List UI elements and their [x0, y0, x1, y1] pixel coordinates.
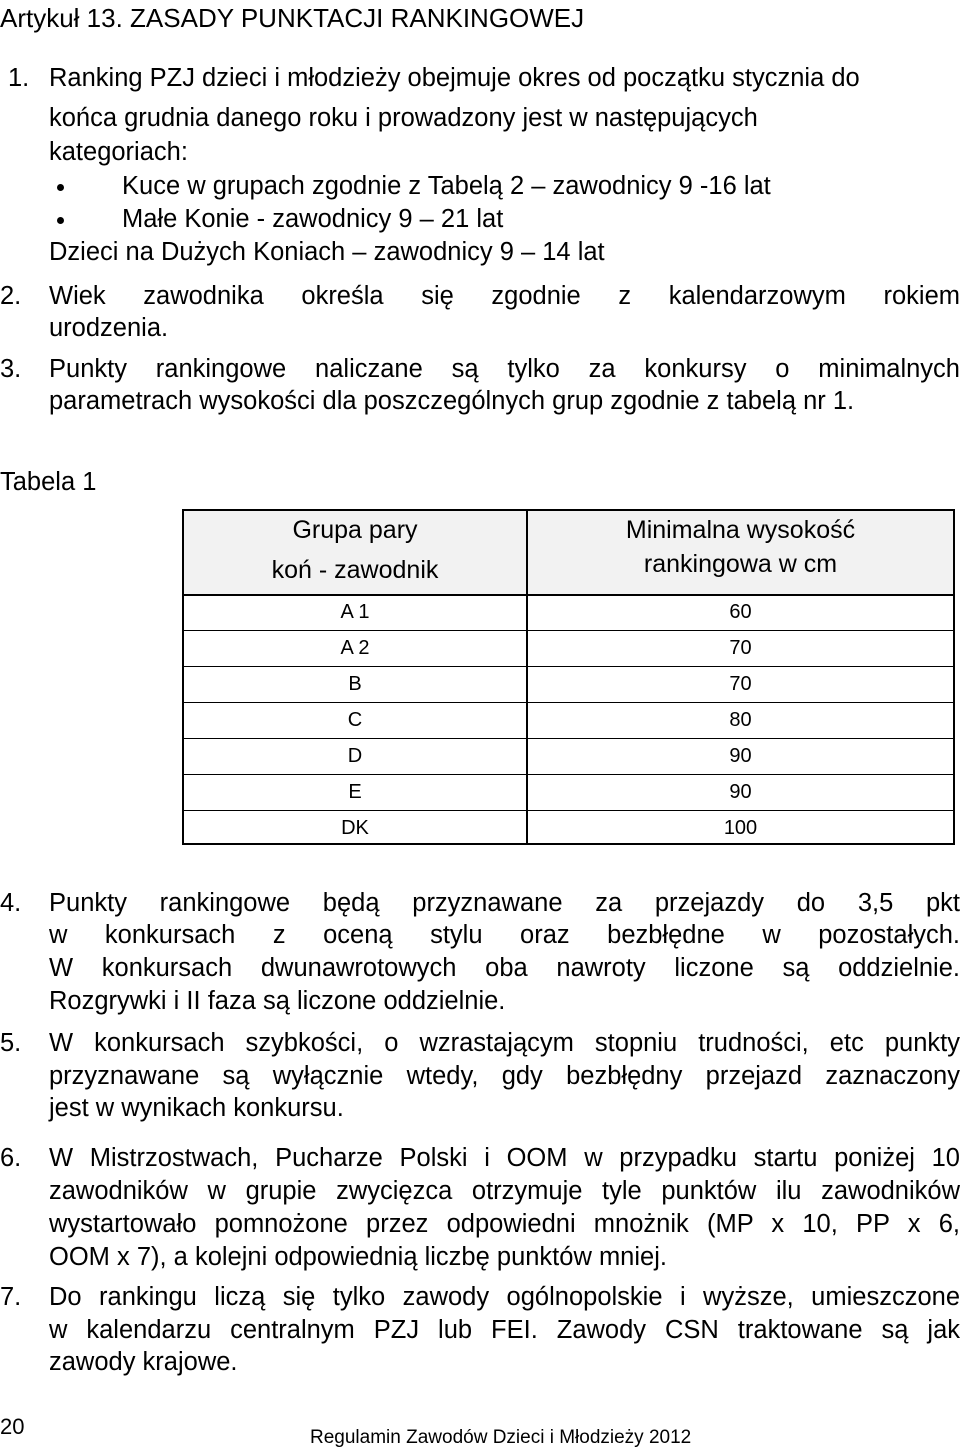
- paragraph-line: wystartowało pomnożone przez odpowiedni mnożnik (MP x 10, PP x 6,: [49, 1210, 960, 1238]
- paragraph-line: W konkursach dwunawrotowych oba nawroty liczone są oddzielnie.: [49, 954, 960, 982]
- list-item: Małe Konie - zawodnicy 9 – 21 lat: [122, 205, 504, 233]
- paragraph-line: końca grudnia danego roku i prowadzony jest w następujących: [49, 104, 758, 132]
- paragraph-number: 3.: [0, 355, 22, 383]
- paragraph-line: Do rankingu liczą się tylko zawody ogólnopolskie i wyższe, umieszczone: [49, 1283, 960, 1311]
- article-heading: Artykuł 13. ZASADY PUNKTACJI RANKINGOWEJ: [0, 3, 585, 33]
- paragraph-line: zawody krajowe.: [49, 1348, 238, 1376]
- table-caption: Tabela 1: [0, 468, 97, 496]
- paragraph-2: [0, 280, 960, 350]
- paragraph-line: W Mistrzostwach, Pucharze Polski i OOM w przypadku startu poniżej 10: [49, 1144, 960, 1172]
- paragraph-6: [0, 1142, 960, 1277]
- cell-height: 90: [729, 781, 752, 803]
- paragraph-number: 7.: [0, 1283, 22, 1311]
- column-header-group: Grupa pary koń - zawodnik: [271, 516, 439, 584]
- paragraph-4: [0, 887, 960, 1022]
- paragraph-number: 5.: [0, 1029, 22, 1057]
- cell-group: E: [348, 781, 362, 803]
- cell-height: 100: [723, 817, 758, 839]
- cell-group: C: [347, 709, 363, 731]
- paragraph-line: parametrach wysokości dla poszczególnych grup zgodnie z tabelą nr 1.: [49, 387, 855, 415]
- cell-height: 70: [729, 673, 752, 695]
- table-header: [184, 511, 953, 596]
- paragraph-line: Punkty rankingowe naliczane są tylko za konkursy o minimalnych: [49, 355, 960, 383]
- paragraph-number: 4.: [0, 889, 22, 917]
- paragraph-number: 2.: [0, 282, 22, 310]
- cell-group: A 2: [340, 637, 370, 659]
- paragraph-line: w konkursach z oceną stylu oraz bezbłędne w pozostałych.: [49, 921, 960, 949]
- column-header-height: Minimalna wysokość rankingowa w cm: [625, 516, 856, 578]
- cell-height: 80: [729, 709, 752, 731]
- paragraph-line: OOM x 7), a kolejni odpowiednią liczbę punktów mniej.: [49, 1243, 667, 1271]
- cell-group: DK: [341, 817, 369, 839]
- paragraph-number: 6.: [0, 1144, 22, 1172]
- cell-height: 60: [729, 601, 752, 623]
- paragraph-line: Wiek zawodnika określa się zgodnie z kalendarzowym rokiem: [49, 282, 960, 310]
- paragraph-1: [0, 62, 960, 272]
- paragraph-line: jest w wynikach konkursu.: [49, 1094, 344, 1122]
- paragraph-line: Punkty rankingowe będą przyznawane za przejazdy do 3,5 pkt: [49, 889, 960, 917]
- paragraph-line: zawodników w grupie zwycięzca otrzymuje tyle punktów ilu zawodników: [49, 1177, 960, 1205]
- cell-height: 70: [729, 637, 752, 659]
- cell-group: B: [348, 673, 362, 695]
- paragraph-line: W konkursach szybkości, o wzrastającym stopniu trudności, etc punkty: [49, 1029, 960, 1057]
- ranking-height-table: [182, 509, 955, 845]
- paragraph-line: urodzenia.: [49, 314, 169, 342]
- bullet-icon: [57, 217, 64, 224]
- paragraph-number: 1.: [8, 64, 30, 92]
- footer-title: Regulamin Zawodów Dzieci i Młodzieży 2012: [310, 1427, 692, 1448]
- bullet-icon: [57, 184, 64, 191]
- paragraph-line: Rozgrywki i II faza są liczone oddzielnie.: [49, 987, 506, 1015]
- cell-group: A 1: [340, 601, 370, 623]
- paragraph-line: kategoriach:: [49, 138, 188, 166]
- cell-height: 90: [729, 745, 752, 767]
- paragraph-line: Dzieci na Dużych Koniach – zawodnicy 9 – 14 lat: [49, 238, 605, 266]
- cell-group: D: [347, 745, 363, 767]
- paragraph-line: przyznawane są wyłącznie wtedy, gdy bezbłędny przejazd zaznaczony: [49, 1062, 960, 1090]
- paragraph-line: w kalendarzu centralnym PZJ lub FEI. Zawody CSN traktowane są jak: [49, 1316, 960, 1344]
- page-number: 20: [0, 1414, 25, 1439]
- list-item: Kuce w grupach zgodnie z Tabelą 2 – zawodnicy 9 -16 lat: [122, 172, 771, 200]
- paragraph-7: [0, 1281, 960, 1381]
- paragraph-line: Ranking PZJ dzieci i młodzieży obejmuje okres od początku stycznia do: [49, 64, 860, 92]
- paragraph-3: [0, 353, 960, 423]
- paragraph-5: [0, 1027, 960, 1127]
